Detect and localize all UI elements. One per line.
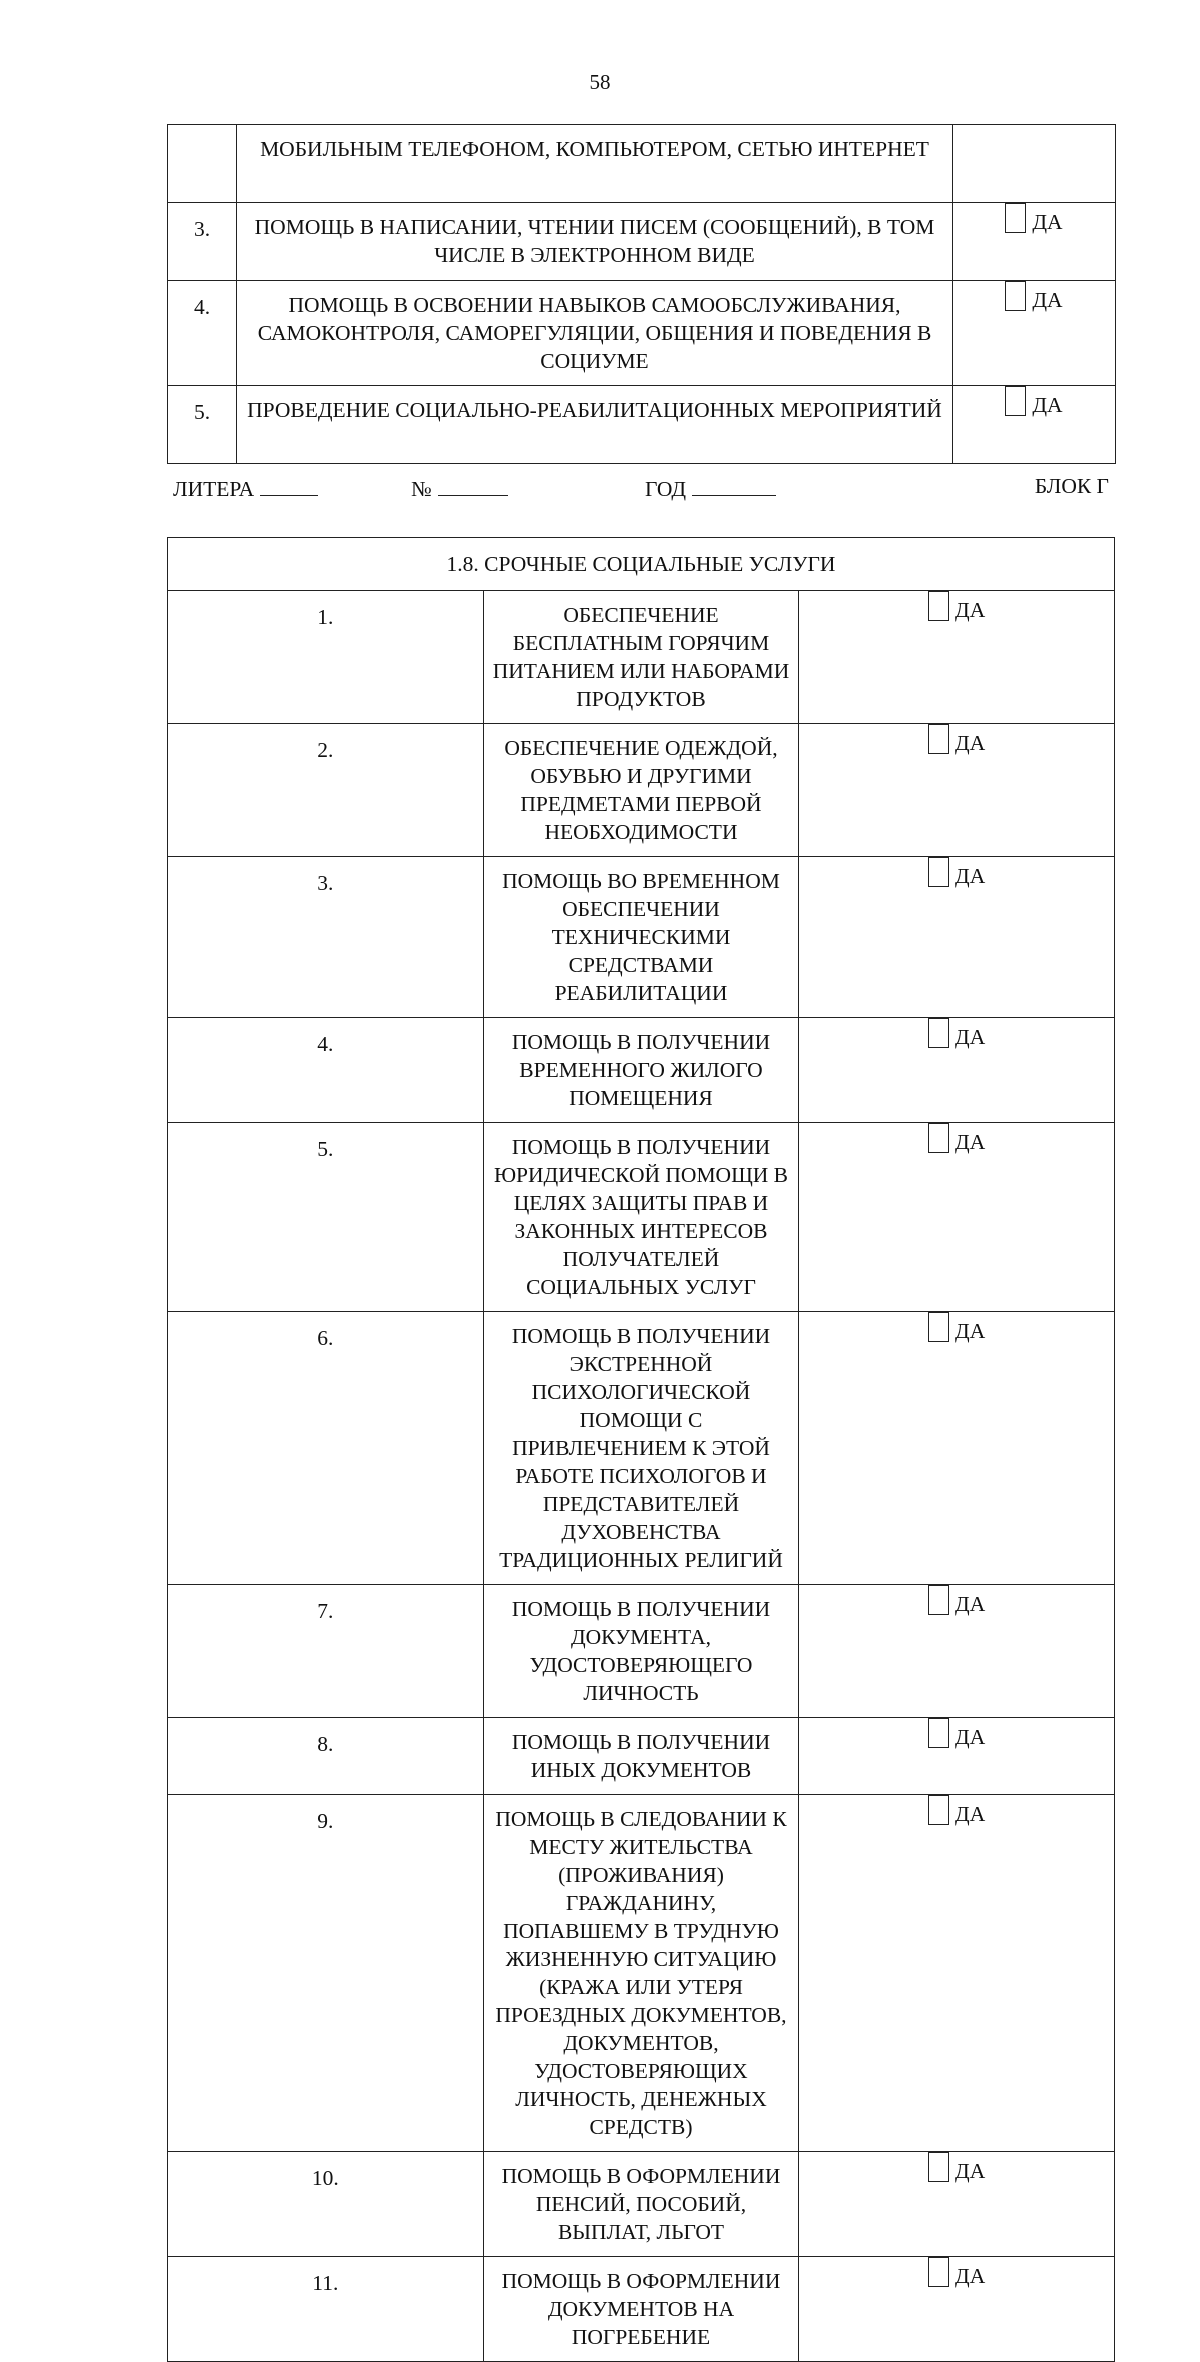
row-number: 6. [168, 1312, 484, 1585]
service-text: ПОМОЩЬ В ОФОРМЛЕНИИ ДОКУМЕНТОВ НА ПОГРЕБЕНИЕ [483, 2257, 799, 2362]
row-number: 11. [168, 2257, 484, 2362]
table-row [168, 1585, 1115, 1718]
check-cell [799, 1123, 1115, 1312]
litera-blank[interactable] [260, 474, 318, 496]
yes-option [928, 2152, 985, 2182]
check-cell [799, 1585, 1115, 1718]
table-row [168, 2152, 1115, 2257]
litera-label: ЛИТЕРА [173, 477, 255, 501]
yes-option [1005, 203, 1062, 233]
row-number: 10. [168, 2152, 484, 2257]
row-number: 8. [168, 1718, 484, 1795]
page-number: 58 [589, 70, 611, 94]
block-label: БЛОК Г [1034, 474, 1109, 498]
yes-option [928, 591, 985, 621]
table-row [168, 724, 1115, 857]
check-cell [799, 724, 1115, 857]
yes-option [928, 1585, 985, 1615]
litera-field [173, 474, 318, 502]
row-number: 3. [168, 203, 237, 281]
yes-label: ДА [955, 1592, 986, 1616]
section-title: 1.8. СРОЧНЫЕ СОЦИАЛЬНЫЕ УСЛУГИ [168, 538, 1115, 591]
check-cell [953, 386, 1116, 464]
row-number: 4. [168, 1018, 484, 1123]
urgent-services-table [167, 537, 1115, 2362]
yes-label: ДА [955, 1725, 986, 1749]
service-text: ПОМОЩЬ В ОСВОЕНИИ НАВЫКОВ САМООБСЛУЖИВАНИЯ, САМОКОНТРОЛЯ, САМОРЕГУЛЯЦИИ, ОБЩЕНИЯ И ПОВЕДЕНИЯ В СОЦИУМЕ [237, 281, 953, 386]
yes-checkbox[interactable] [928, 1312, 949, 1342]
yes-checkbox[interactable] [928, 2257, 949, 2287]
yes-checkbox[interactable] [1005, 203, 1026, 233]
yes-checkbox[interactable] [1005, 281, 1026, 311]
yes-option [928, 1795, 985, 1825]
yes-label: ДА [955, 731, 986, 755]
service-text: ОБЕСПЕЧЕНИЕ БЕСПЛАТНЫМ ГОРЯЧИМ ПИТАНИЕМ ИЛИ НАБОРАМИ ПРОДУКТОВ [483, 591, 799, 724]
year-label: ГОД [645, 477, 687, 501]
yes-checkbox[interactable] [928, 591, 949, 621]
row-number: 3. [168, 857, 484, 1018]
check-cell [799, 2152, 1115, 2257]
number-blank[interactable] [438, 474, 508, 496]
yes-option [928, 2257, 985, 2287]
services-table-continued [167, 124, 1116, 464]
service-text: ПОМОЩЬ В ПОЛУЧЕНИИ ЮРИДИЧЕСКОЙ ПОМОЩИ В ЦЕЛЯХ ЗАЩИТЫ ПРАВ И ЗАКОННЫХ ИНТЕРЕСОВ ПОЛУЧАТЕЛЕЙ СОЦИАЛЬНЫХ УСЛУГ [483, 1123, 799, 1312]
service-text: МОБИЛЬНЫМ ТЕЛЕФОНОМ, КОМПЬЮТЕРОМ, СЕТЬЮ ИНТЕРНЕТ [237, 125, 953, 203]
yes-option [1005, 386, 1062, 416]
service-text: ПОМОЩЬ В ПОЛУЧЕНИИ ЭКСТРЕННОЙ ПСИХОЛОГИЧЕСКОЙ ПОМОЩИ С ПРИВЛЕЧЕНИЕМ К ЭТОЙ РАБОТЕ ПСИХОЛОГОВ И ПРЕДСТАВИТЕЛЕЙ ДУХОВЕНСТВА ТРАДИЦИОННЫХ РЕЛИГИЙ [483, 1312, 799, 1585]
yes-label: ДА [1032, 288, 1063, 312]
yes-option [928, 1018, 985, 1048]
yes-option [928, 857, 985, 887]
check-cell [799, 857, 1115, 1018]
table-row [168, 1312, 1115, 1585]
number-label: № [411, 477, 432, 501]
row-number: 9. [168, 1795, 484, 2152]
table-row [168, 591, 1115, 724]
yes-option [928, 1718, 985, 1748]
form-meta-line [167, 474, 1115, 504]
yes-checkbox[interactable] [928, 1018, 949, 1048]
check-cell [799, 1312, 1115, 1585]
row-number: 4. [168, 281, 237, 386]
row-number [168, 125, 237, 203]
table-row [168, 1123, 1115, 1312]
yes-checkbox[interactable] [1005, 386, 1026, 416]
table-row [168, 857, 1115, 1018]
table-row [168, 203, 1116, 281]
row-number: 1. [168, 591, 484, 724]
service-text: ПОМОЩЬ В НАПИСАНИИ, ЧТЕНИИ ПИСЕМ (СООБЩЕНИЙ), В ТОМ ЧИСЛЕ В ЭЛЕКТРОННОМ ВИДЕ [237, 203, 953, 281]
service-text: ПОМОЩЬ В СЛЕДОВАНИИ К МЕСТУ ЖИТЕЛЬСТВА (ПРОЖИВАНИЯ) ГРАЖДАНИНУ, ПОПАВШЕМУ В ТРУДНУЮ ЖИЗНЕННУЮ СИТУАЦИЮ (КРАЖА ИЛИ УТЕРЯ ПРОЕЗДНЫХ ДОКУМЕНТОВ, ДОКУМЕНТОВ, УДОСТОВЕРЯЮЩИХ ЛИЧНОСТЬ, ДЕНЕЖНЫХ СРЕДСТВ) [483, 1795, 799, 2152]
yes-label: ДА [955, 1802, 986, 1826]
check-cell [799, 1018, 1115, 1123]
yes-label: ДА [955, 598, 986, 622]
service-text: ПОМОЩЬ В ПОЛУЧЕНИИ ИНЫХ ДОКУМЕНТОВ [483, 1718, 799, 1795]
yes-checkbox[interactable] [928, 2152, 949, 2182]
yes-option [928, 724, 985, 754]
yes-label: ДА [1032, 393, 1063, 417]
table-row [168, 1795, 1115, 2152]
table-row [168, 281, 1116, 386]
yes-label: ДА [1032, 210, 1063, 234]
service-text: ПОМОЩЬ В ПОЛУЧЕНИИ ДОКУМЕНТА, УДОСТОВЕРЯЮЩЕГО ЛИЧНОСТЬ [483, 1585, 799, 1718]
yes-checkbox[interactable] [928, 1795, 949, 1825]
number-field [411, 474, 508, 502]
service-text: ПОМОЩЬ В ОФОРМЛЕНИИ ПЕНСИЙ, ПОСОБИЙ, ВЫПЛАТ, ЛЬГОТ [483, 2152, 799, 2257]
yes-checkbox[interactable] [928, 857, 949, 887]
table-row [168, 125, 1116, 203]
yes-label: ДА [955, 1319, 986, 1343]
yes-label: ДА [955, 864, 986, 888]
check-cell [953, 203, 1116, 281]
year-field [645, 474, 776, 502]
yes-label: ДА [955, 1025, 986, 1049]
check-cell [799, 1718, 1115, 1795]
yes-label: ДА [955, 1130, 986, 1154]
yes-checkbox[interactable] [928, 1585, 949, 1615]
row-number: 7. [168, 1585, 484, 1718]
yes-checkbox[interactable] [928, 724, 949, 754]
table-row [168, 2257, 1115, 2362]
service-text: ПОМОЩЬ В ПОЛУЧЕНИИ ВРЕМЕННОГО ЖИЛОГО ПОМЕЩЕНИЯ [483, 1018, 799, 1123]
yes-label: ДА [955, 2264, 986, 2288]
yes-option [928, 1123, 985, 1153]
table-row [168, 1018, 1115, 1123]
yes-option [1005, 281, 1062, 311]
year-blank[interactable] [692, 474, 776, 496]
service-text: ПРОВЕДЕНИЕ СОЦИАЛЬНО-РЕАБИЛИТАЦИОННЫХ МЕРОПРИЯТИЙ [237, 386, 953, 464]
yes-label: ДА [955, 2159, 986, 2183]
table-header-row [168, 538, 1115, 591]
row-number: 5. [168, 386, 237, 464]
check-cell [799, 591, 1115, 724]
table-row [168, 386, 1116, 464]
table-row [168, 1718, 1115, 1795]
yes-checkbox[interactable] [928, 1123, 949, 1153]
yes-option [928, 1312, 985, 1342]
row-number: 5. [168, 1123, 484, 1312]
check-cell [953, 281, 1116, 386]
service-text: ОБЕСПЕЧЕНИЕ ОДЕЖДОЙ, ОБУВЬЮ И ДРУГИМИ ПРЕДМЕТАМИ ПЕРВОЙ НЕОБХОДИМОСТИ [483, 724, 799, 857]
row-number: 2. [168, 724, 484, 857]
empty-check-cell [953, 125, 1116, 203]
check-cell [799, 1795, 1115, 2152]
check-cell [799, 2257, 1115, 2362]
yes-checkbox[interactable] [928, 1718, 949, 1748]
service-text: ПОМОЩЬ ВО ВРЕМЕННОМ ОБЕСПЕЧЕНИИ ТЕХНИЧЕСКИМИ СРЕДСТВАМИ РЕАБИЛИТАЦИИ [483, 857, 799, 1018]
